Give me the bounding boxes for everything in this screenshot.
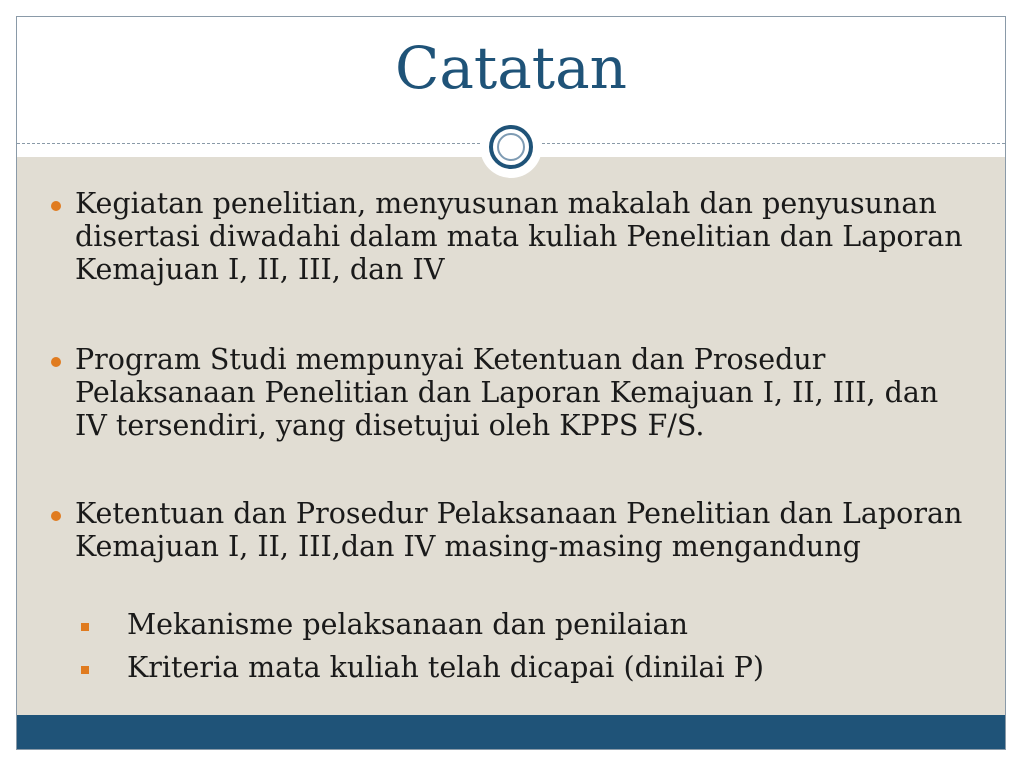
sub-bullet-text: Kriteria mata kuliah telah dicapai (dinilai P) xyxy=(127,651,765,684)
bullet-item xyxy=(75,343,975,442)
sub-bullet-text: Mekanisme pelaksanaan dan penilaian xyxy=(127,608,689,641)
sub-bullet-item xyxy=(127,651,967,684)
content-area xyxy=(17,157,1005,715)
bullet-dot-icon xyxy=(51,511,61,521)
footer-bar xyxy=(17,715,1005,750)
bullet-item xyxy=(75,187,975,286)
slide xyxy=(16,16,1006,750)
bullet-dot-icon xyxy=(51,357,61,367)
ornament-ring xyxy=(489,125,533,169)
circle-ornament-icon xyxy=(480,116,542,178)
bullet-text: Ketentuan dan Prosedur Pelaksanaan Penelitian dan Laporan Kemajuan I, II, III,dan IV masing-masing mengandung xyxy=(75,497,963,563)
ornament-inner-ring xyxy=(497,133,525,161)
square-bullet-icon xyxy=(81,623,89,631)
bullet-item xyxy=(75,497,975,563)
bullet-dot-icon xyxy=(51,201,61,211)
sub-bullet-item xyxy=(127,608,967,641)
bullet-text: Program Studi mempunyai Ketentuan dan Prosedur Pelaksanaan Penelitian dan Laporan Kemajuan I, II, III, dan IV tersendiri, yang disetujui oleh KPPS F/S. xyxy=(75,343,939,442)
square-bullet-icon xyxy=(81,666,89,674)
slide-title: Catatan xyxy=(394,34,628,102)
bullet-text: Kegiatan penelitian, menyusunan makalah dan penyusunan disertasi diwadahi dalam mata kuliah Penelitian dan Laporan Kemajuan I, II, III, dan IV xyxy=(75,187,963,286)
